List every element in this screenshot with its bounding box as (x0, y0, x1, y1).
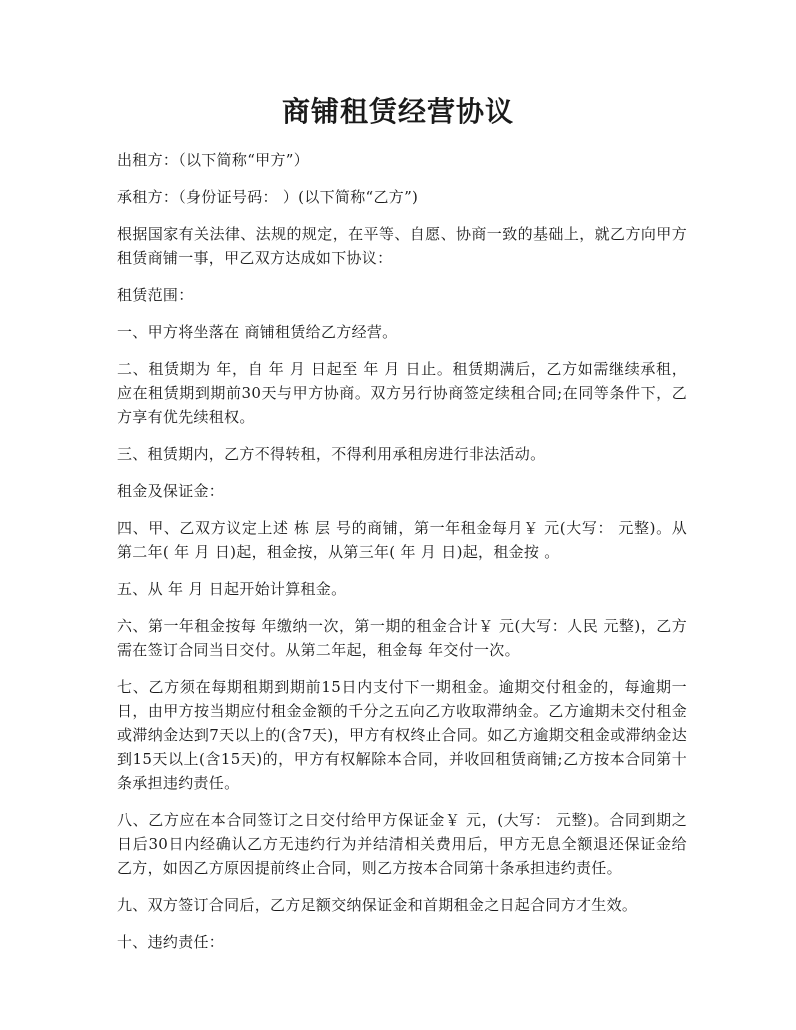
clause-7: 七、乙方须在每期租期到期前15日内支付下一期租金。逾期交付租金的，每逾期一日，由甲方按当期应付租金金额的千分之五向乙方收取滞纳金。乙方逾期未交付租金或滞纳金达到7天以上的(含7天)，甲方有权终止合同。如乙方逾期交租金或滞纳金达到15天以上(含15天)的，甲方有权解除本合同，并收回租赁商铺;乙方按本合同第十条承担违约责任。 (117, 678, 687, 792)
document-body (117, 148, 687, 967)
clause-4: 四、甲、乙双方议定上述 栋 层 号的商铺，第一年租金每月￥ 元(大写： 元整)。从第二年( 年 月 日)起，租金按，从第三年( 年 月 日)起，租金按 。 (117, 519, 687, 561)
paragraph-lessor: 出租方：（以下简称“甲方”） (117, 151, 310, 169)
clause-9: 九、双方签订合同后，乙方足额交纳保证金和首期租金之日起合同方才生效。 (117, 896, 638, 914)
clause-5: 五、从 年 月 日起开始计算租金。 (117, 580, 347, 598)
clause-10-heading: 十、违约责任： (117, 933, 225, 951)
paragraph-lessee: 承租方：（身份证号码： ）(以下简称“乙方”) (117, 188, 419, 206)
document-title: 商铺租赁经营协议 (281, 95, 514, 128)
section-heading-rent: 租金及保证金： (117, 482, 225, 500)
clause-1: 一、甲方将坐落在 商铺租赁给乙方经营。 (117, 323, 398, 341)
clause-6: 六、第一年租金按每 年缴纳一次，第一期的租金合计￥ 元(大写：人民 元整)，乙方需在签订合同当日交付。从第二年起，租金每 年交付一次。 (117, 617, 687, 659)
clause-3: 三、租赁期内，乙方不得转租，不得利用承租房进行非法活动。 (117, 445, 546, 463)
clause-2: 二、租赁期为 年，自 年 月 日起至 年 月 日止。租赁期满后，乙方如需继续承租，应在租赁期到期前30天与甲方协商。双方另行协商签定续租合同;在同等条件下，乙方享有优先续租权。 (117, 360, 687, 426)
clause-8: 八、乙方应在本合同签订之日交付给甲方保证金￥ 元，(大写： 元整)。合同到期之日后30日内经确认乙方无违约行为并结清相关费用后，甲方无息全额退还保证金给乙方，如因乙方原因提前终止合同，则乙方按本合同第十条承担违约责任。 (117, 811, 687, 877)
paragraph-preamble: 根据国家有关法律、法规的规定，在平等、自愿、协商一致的基础上，就乙方向甲方租赁商铺一事，甲乙双方达成如下协议： (117, 225, 687, 267)
section-heading-scope: 租赁范围： (117, 286, 194, 304)
